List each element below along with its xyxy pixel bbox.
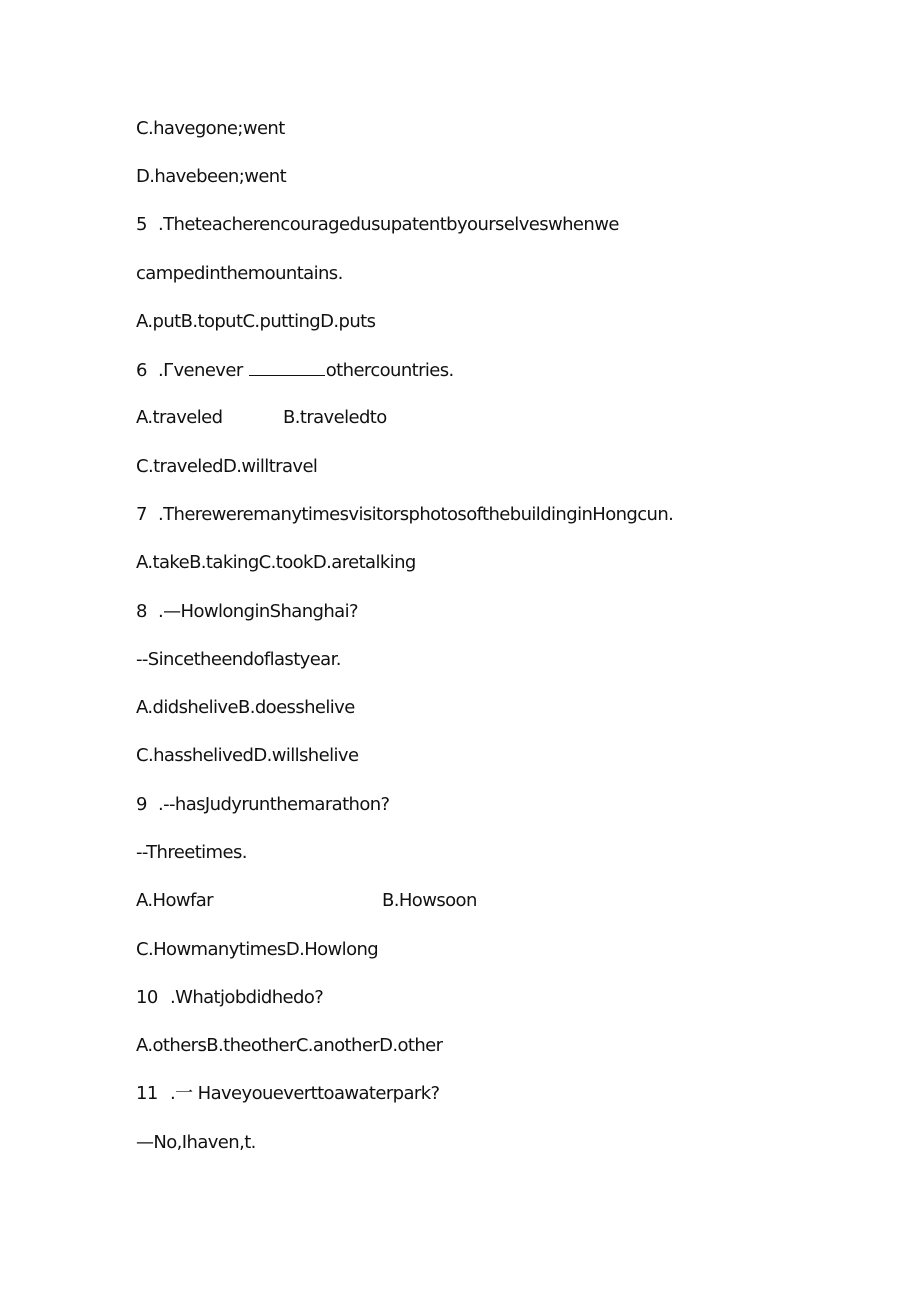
question-text: .Theteacherencouragedusupatentbyourselveswhenwe — [158, 214, 619, 235]
question-number: 5 — [136, 214, 147, 235]
question-text: .—HowlonginShanghai? — [158, 601, 358, 622]
question-9-options-ab — [136, 889, 477, 913]
question-number: 7 — [136, 504, 147, 525]
question-text: .ThereweremanytimesvisitorsphotosofthebuildinginHongcun. — [158, 504, 674, 525]
question-text-after-blank: othercountries. — [325, 360, 454, 381]
question-7-options: A.takeB.takingC.tookD.aretalking — [136, 552, 416, 573]
question-11-answer: —No,Ihaven,t. — [136, 1132, 256, 1153]
answer-blank — [249, 358, 325, 376]
question-11 — [136, 1082, 440, 1106]
option-a: A.Howfar — [136, 890, 213, 911]
question-8 — [136, 600, 358, 624]
question-5-options: A.putB.toputC.puttingD.puts — [136, 311, 376, 332]
option-line-c: C.havegone;went — [136, 118, 285, 139]
question-9-answer: --Threetimes. — [136, 842, 247, 863]
question-8-options-ab: A.didsheliveB.doesshelive — [136, 697, 355, 718]
question-10-options: A.othersB.theotherC.anotherD.other — [136, 1035, 443, 1056]
question-number: 8 — [136, 601, 147, 622]
option-a: A.traveled — [136, 407, 223, 428]
question-6-options-cd: C.traveledD.willtravel — [136, 456, 318, 477]
question-text: .Whatjobdidhedo? — [170, 987, 324, 1008]
question-5-continuation: campedinthemountains. — [136, 263, 343, 284]
question-9-options-cd: C.HowmanytimesD.Howlong — [136, 939, 379, 960]
question-8-answer: --Sincetheendoflastyear. — [136, 649, 341, 670]
question-6 — [136, 358, 454, 383]
question-6-options-ab — [136, 406, 387, 430]
question-number: 6 — [136, 360, 147, 381]
question-10 — [136, 986, 323, 1010]
question-number: 9 — [136, 794, 147, 815]
option-b: B.Howsoon — [382, 890, 477, 911]
question-text: .一 Haveyoueverttoawaterpark? — [170, 1083, 440, 1104]
option-b: B.traveledto — [283, 407, 387, 428]
question-text: .--hasJudyrunthemarathon? — [158, 794, 390, 815]
question-5 — [136, 213, 619, 237]
option-line-d: D.havebeen;went — [136, 166, 287, 187]
question-7 — [136, 503, 673, 527]
question-number: 10 — [136, 987, 158, 1008]
question-text-before-blank: .Гvenever — [158, 360, 243, 381]
question-8-options-cd: C.hasshelivedD.willshelive — [136, 745, 359, 766]
question-9 — [136, 793, 390, 817]
question-number: 11 — [136, 1083, 158, 1104]
